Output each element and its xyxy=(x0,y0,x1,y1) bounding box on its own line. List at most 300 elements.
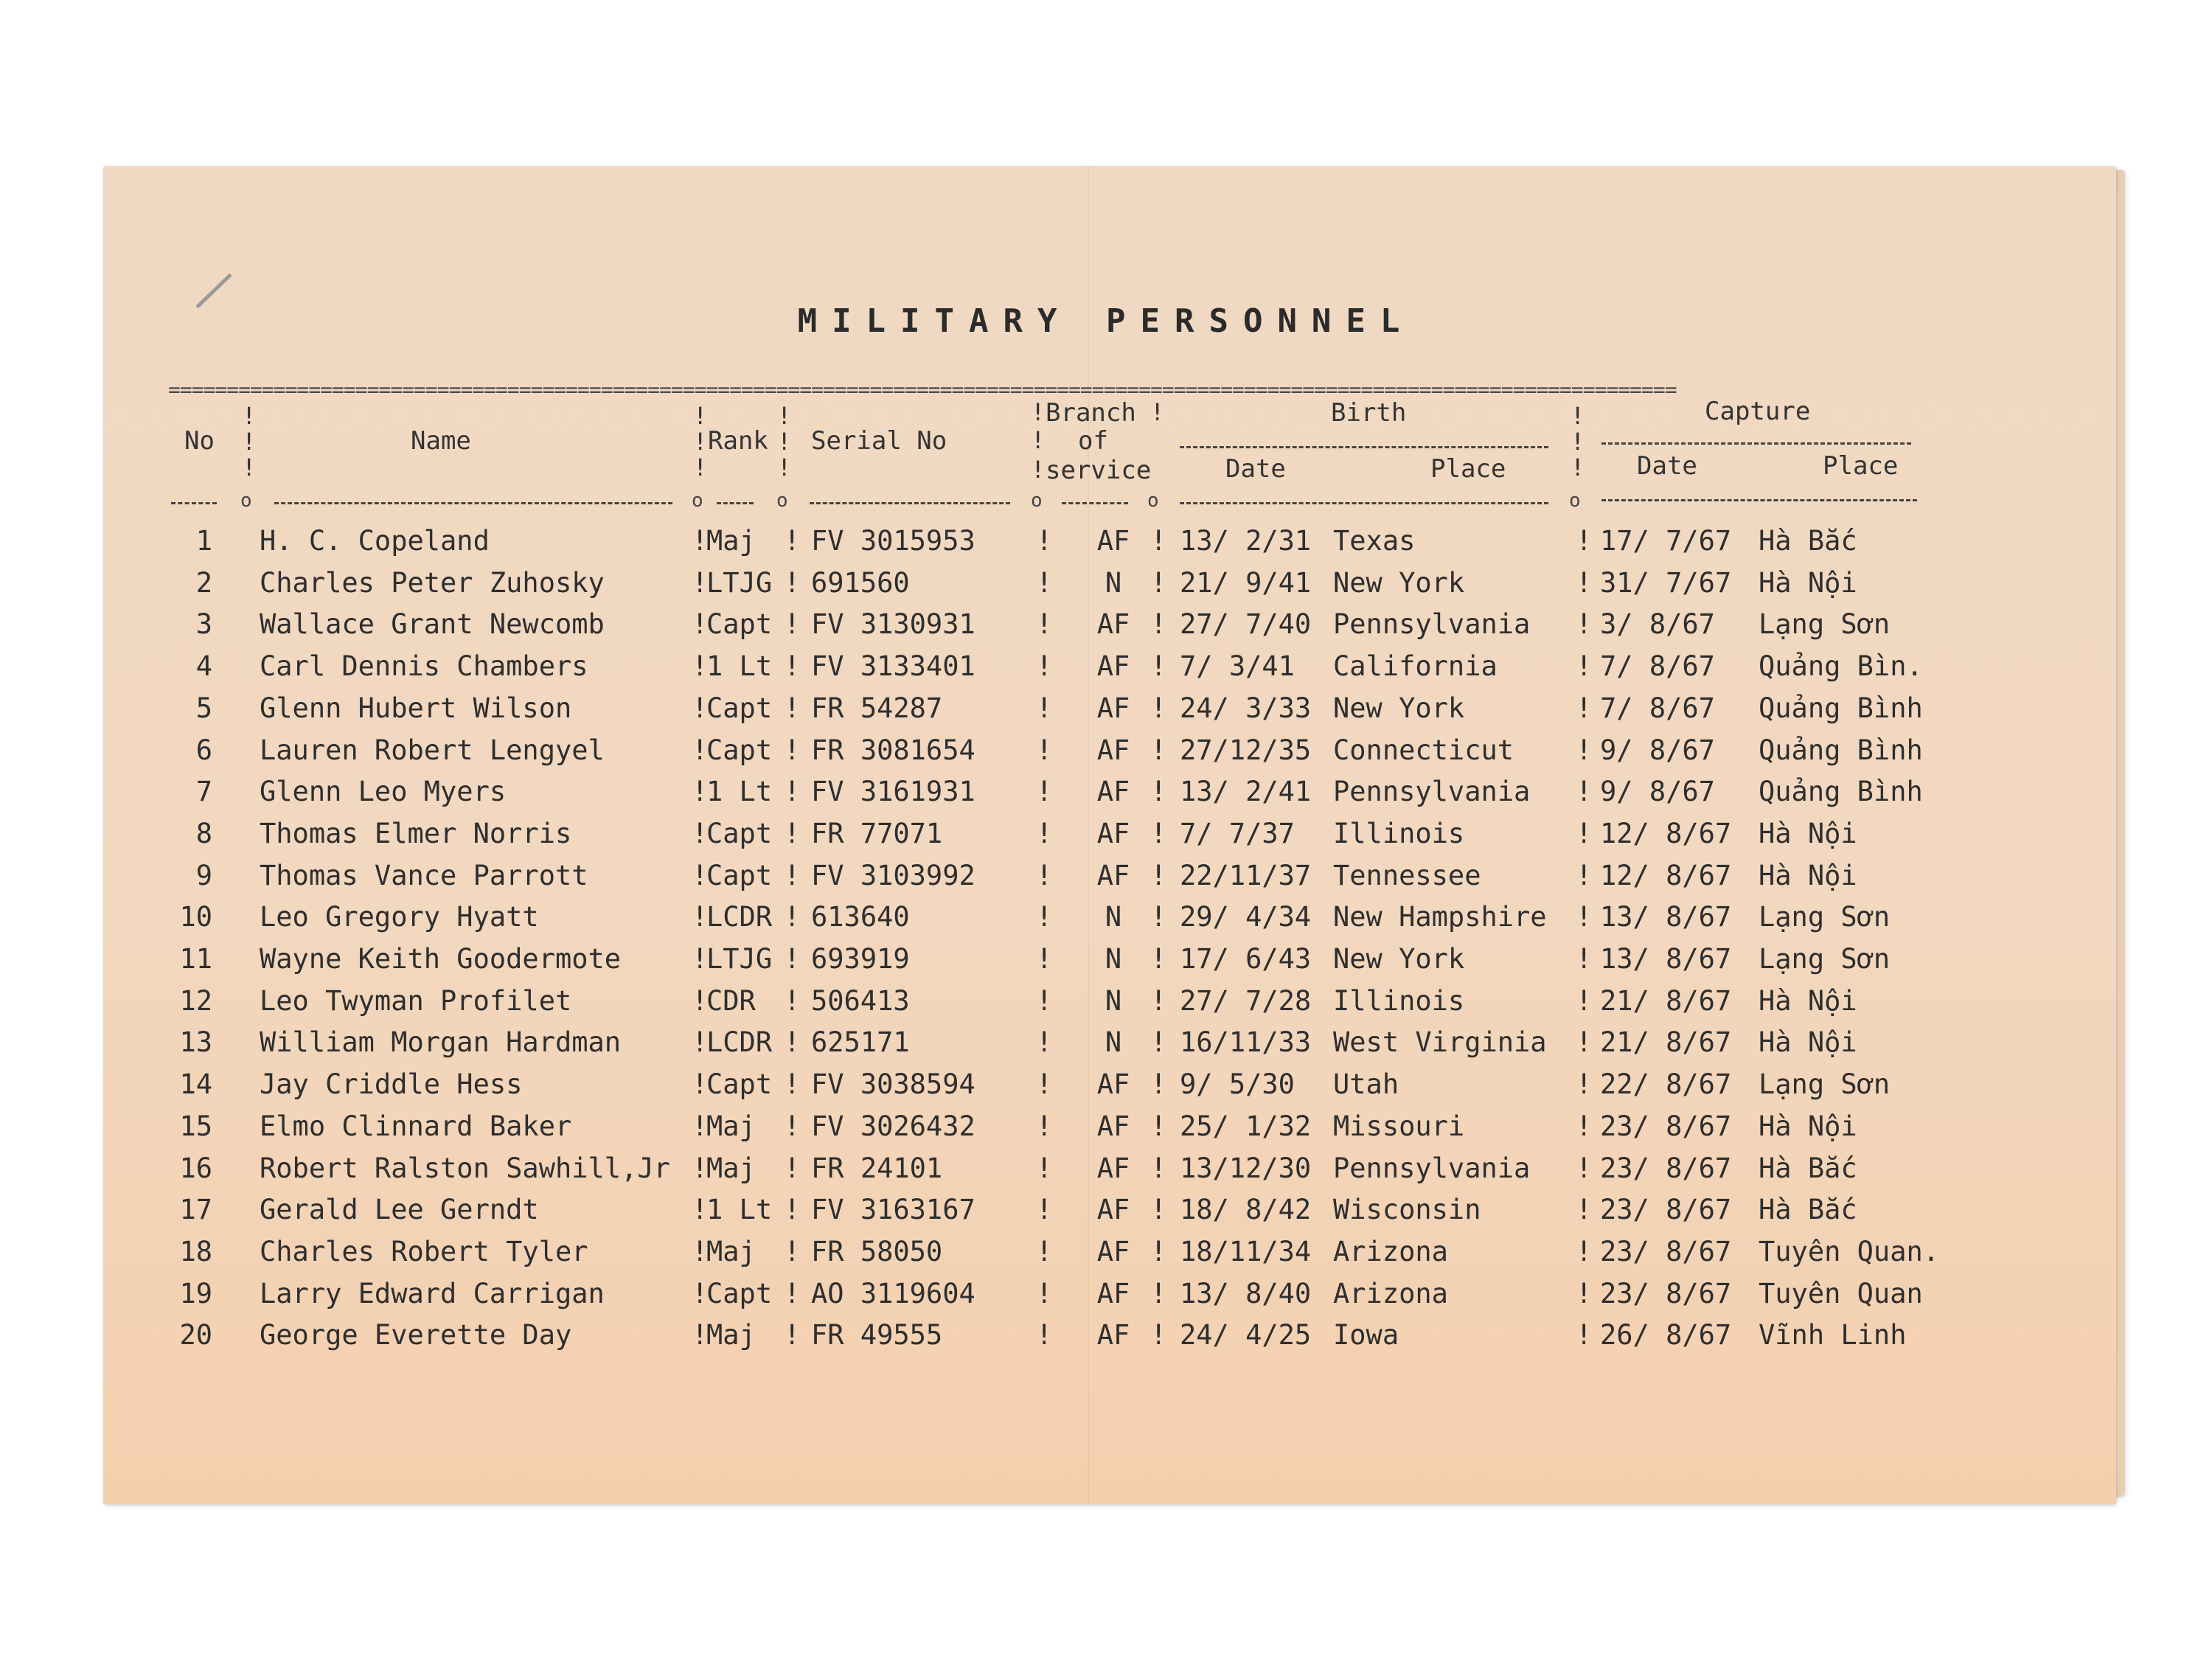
row-separator: ! xyxy=(1036,1277,1053,1310)
row-serial: FV 3133401 xyxy=(811,650,975,683)
header-birth-date: Date xyxy=(1225,454,1286,484)
row-capture-place: Hà Bắc xyxy=(1759,525,1857,557)
row-birth-date: 21/ 9/41 xyxy=(1180,566,1312,599)
row-capture-place: Lạng Sơn xyxy=(1759,1068,1891,1101)
row-separator: ! xyxy=(1036,566,1053,599)
row-separator: ! xyxy=(1150,1110,1167,1142)
table-row xyxy=(0,567,2212,608)
row-serial: FR 3081654 xyxy=(811,734,975,766)
row-separator: ! xyxy=(1576,525,1593,557)
header-separator: ! xyxy=(693,453,708,481)
row-separator: ! xyxy=(1150,566,1167,599)
column-rule xyxy=(717,502,754,504)
row-birth-place: Illinois xyxy=(1333,984,1465,1017)
row-separator: ! xyxy=(1036,525,1053,557)
row-birth-date: 13/ 8/40 xyxy=(1180,1277,1312,1310)
row-separator: ! xyxy=(784,566,801,599)
row-name: Charles Peter Zuhosky xyxy=(260,566,605,599)
row-separator: ! xyxy=(784,1194,801,1226)
row-birth-date: 7/ 3/41 xyxy=(1180,650,1295,683)
row-serial: FR 24101 xyxy=(811,1152,943,1184)
header-branch-line3: service xyxy=(1046,456,1152,485)
row-separator: ! xyxy=(1150,650,1167,683)
table-row xyxy=(0,692,2212,734)
row-capture-date: 12/ 8/67 xyxy=(1600,817,1732,849)
row-number: 5 xyxy=(195,692,212,724)
row-birth-place: Wisconsin xyxy=(1333,1194,1481,1226)
row-separator: ! xyxy=(1036,817,1053,849)
row-separator: ! xyxy=(1150,1277,1167,1310)
row-number: 20 xyxy=(179,1319,212,1352)
row-capture-place: Hà Nội xyxy=(1759,984,1857,1017)
row-birth-place: West Virginia xyxy=(1333,1026,1547,1059)
table-row xyxy=(0,1278,2212,1319)
header-separator: ! xyxy=(242,453,257,481)
header-separator: ! xyxy=(1571,428,1585,456)
row-name: William Morgan Hardman xyxy=(260,1026,622,1059)
header-rank: Rank xyxy=(708,426,768,456)
row-separator: ! xyxy=(1036,776,1053,808)
row-name: Robert Ralston Sawhill,Jr xyxy=(260,1152,670,1184)
row-separator: ! xyxy=(692,1026,709,1059)
table-row xyxy=(0,901,2212,942)
row-name: Glenn Hubert Wilson xyxy=(260,692,572,724)
row-rank: Capt xyxy=(706,1068,773,1101)
row-number: 7 xyxy=(195,776,212,808)
row-branch: AF xyxy=(1096,608,1130,641)
row-birth-date: 24/ 4/25 xyxy=(1180,1319,1312,1352)
row-rank: LTJG xyxy=(706,566,773,599)
row-separator: ! xyxy=(1150,525,1167,557)
row-separator: ! xyxy=(1576,817,1593,849)
row-separator: ! xyxy=(1576,943,1593,975)
row-birth-date: 27/12/35 xyxy=(1180,734,1312,766)
row-rank: LCDR xyxy=(706,1026,773,1059)
row-separator: ! xyxy=(784,734,801,766)
header-separator: ! xyxy=(1150,398,1165,426)
row-separator: ! xyxy=(1036,1152,1053,1184)
row-capture-date: 21/ 8/67 xyxy=(1600,984,1732,1017)
row-birth-date: 13/12/30 xyxy=(1180,1152,1312,1184)
row-separator: ! xyxy=(784,1152,801,1184)
row-separator: ! xyxy=(1150,1068,1167,1101)
row-capture-place: Vĩnh Linh xyxy=(1759,1319,1907,1352)
row-capture-date: 22/ 8/67 xyxy=(1600,1068,1732,1101)
row-separator: ! xyxy=(784,1277,801,1310)
row-branch: N xyxy=(1105,901,1122,933)
row-capture-date: 23/ 8/67 xyxy=(1600,1110,1732,1142)
rule-joint: o xyxy=(1147,490,1159,512)
birth-header-rule xyxy=(1180,446,1548,448)
row-separator: ! xyxy=(1036,1068,1053,1101)
row-capture-date: 23/ 8/67 xyxy=(1600,1277,1732,1310)
header-separator: ! xyxy=(1571,453,1585,481)
header-separator: ! xyxy=(693,402,708,430)
row-separator: ! xyxy=(692,608,709,641)
row-separator: ! xyxy=(692,1152,709,1184)
row-separator: ! xyxy=(692,650,709,683)
row-branch: AF xyxy=(1096,1319,1130,1352)
row-capture-place: Hà Nội xyxy=(1759,817,1857,849)
table-row xyxy=(0,818,2212,859)
header-capture-date: Date xyxy=(1637,451,1697,481)
row-number: 3 xyxy=(195,608,212,641)
row-branch: AF xyxy=(1096,1152,1130,1184)
row-capture-place: Hà Nội xyxy=(1759,566,1857,599)
row-birth-date: 18/ 8/42 xyxy=(1180,1194,1312,1226)
row-rank: Capt xyxy=(706,608,773,641)
row-separator: ! xyxy=(784,1235,801,1267)
row-rank: CDR xyxy=(706,984,756,1017)
row-number: 8 xyxy=(195,817,212,849)
row-rank: Maj xyxy=(706,1235,756,1267)
row-birth-date: 29/ 4/34 xyxy=(1180,901,1312,933)
row-serial: AO 3119604 xyxy=(811,1277,975,1310)
row-capture-date: 26/ 8/67 xyxy=(1600,1319,1732,1352)
row-separator: ! xyxy=(692,734,709,766)
row-branch: N xyxy=(1105,943,1122,975)
row-rank: LCDR xyxy=(706,901,773,933)
row-rank: 1 Lt xyxy=(706,776,773,808)
header-birth-place: Place xyxy=(1430,454,1506,484)
row-separator: ! xyxy=(784,525,801,557)
row-separator: ! xyxy=(784,1110,801,1142)
row-branch: AF xyxy=(1096,692,1130,724)
row-separator: ! xyxy=(692,984,709,1017)
row-separator: ! xyxy=(1576,608,1593,641)
row-birth-place: Pennsylvania xyxy=(1333,608,1531,641)
row-capture-date: 21/ 8/67 xyxy=(1600,1026,1732,1059)
row-name: Thomas Elmer Norris xyxy=(260,817,572,849)
row-birth-place: Texas xyxy=(1333,525,1416,557)
rule-joint: o xyxy=(776,490,788,512)
row-separator: ! xyxy=(784,901,801,933)
row-capture-date: 7/ 8/67 xyxy=(1600,650,1715,683)
row-separator: ! xyxy=(1150,608,1167,641)
row-separator: ! xyxy=(1150,1194,1167,1226)
table-row xyxy=(0,1110,2212,1152)
row-branch: AF xyxy=(1096,1110,1130,1142)
row-separator: ! xyxy=(784,984,801,1017)
row-rank: Capt xyxy=(706,817,773,849)
row-serial: FV 3103992 xyxy=(811,859,975,891)
row-rank: 1 Lt xyxy=(706,1194,773,1226)
row-name: Wayne Keith Goodermote xyxy=(260,943,622,975)
row-separator: ! xyxy=(692,943,709,975)
table-row xyxy=(0,985,2212,1026)
table-row xyxy=(0,525,2212,566)
row-birth-place: Connecticut xyxy=(1333,734,1514,766)
row-serial: FR 77071 xyxy=(811,817,943,849)
table-row xyxy=(0,734,2212,776)
row-capture-date: 31/ 7/67 xyxy=(1600,566,1732,599)
header-branch-line1: Branch xyxy=(1046,398,1136,428)
row-separator: ! xyxy=(1036,1110,1053,1142)
row-separator: ! xyxy=(1576,734,1593,766)
row-serial: FV 3161931 xyxy=(811,776,975,808)
header-serial: Serial No xyxy=(811,426,947,456)
row-serial: 691560 xyxy=(811,566,910,599)
row-birth-date: 25/ 1/32 xyxy=(1180,1110,1312,1142)
header-capture: Capture xyxy=(1705,397,1811,426)
row-branch: AF xyxy=(1096,1068,1130,1101)
rule-joint: o xyxy=(240,490,252,512)
row-separator: ! xyxy=(1036,1319,1053,1352)
row-serial: FV 3015953 xyxy=(811,525,975,557)
row-capture-place: Quảng Bình xyxy=(1759,776,1923,808)
row-separator: ! xyxy=(1036,1026,1053,1059)
row-separator: ! xyxy=(1036,650,1053,683)
row-separator: ! xyxy=(1036,943,1053,975)
row-separator: ! xyxy=(692,1110,709,1142)
row-serial: 625171 xyxy=(811,1026,910,1059)
row-separator: ! xyxy=(1036,608,1053,641)
row-separator: ! xyxy=(1150,817,1167,849)
row-name: George Everette Day xyxy=(260,1319,572,1352)
row-name: Lauren Robert Lengyel xyxy=(260,734,605,766)
row-number: 15 xyxy=(179,1110,212,1142)
row-branch: AF xyxy=(1096,525,1130,557)
row-birth-place: Iowa xyxy=(1333,1319,1399,1352)
row-name: Leo Twyman Profilet xyxy=(260,984,572,1017)
row-branch: AF xyxy=(1096,776,1130,808)
row-separator: ! xyxy=(692,525,709,557)
row-birth-place: Arizona xyxy=(1333,1235,1448,1267)
row-separator: ! xyxy=(1576,1152,1593,1184)
row-birth-place: New York xyxy=(1333,692,1465,724)
row-separator: ! xyxy=(1576,650,1593,683)
row-name: Larry Edward Carrigan xyxy=(260,1277,605,1310)
row-separator: ! xyxy=(1150,1152,1167,1184)
row-separator: ! xyxy=(784,1068,801,1101)
column-rule xyxy=(1180,502,1548,504)
row-serial: FV 3163167 xyxy=(811,1194,975,1226)
row-branch: AF xyxy=(1096,1277,1130,1310)
row-birth-place: Illinois xyxy=(1333,817,1465,849)
row-name: Carl Dennis Chambers xyxy=(260,650,588,683)
header-separator: ! xyxy=(242,402,257,430)
row-number: 10 xyxy=(179,901,212,933)
row-separator: ! xyxy=(1576,984,1593,1017)
rule-joint: o xyxy=(1569,490,1581,512)
row-rank: Capt xyxy=(706,734,773,766)
header-separator: ! xyxy=(1031,398,1046,426)
header-branch-line2: of xyxy=(1078,426,1108,456)
row-separator: ! xyxy=(784,817,801,849)
row-birth-date: 7/ 7/37 xyxy=(1180,817,1295,849)
row-separator: ! xyxy=(1576,1068,1593,1101)
row-separator: ! xyxy=(1576,859,1593,891)
row-capture-place: Hà Bắc xyxy=(1759,1152,1857,1184)
column-rule xyxy=(171,502,217,504)
row-number: 1 xyxy=(195,525,212,557)
row-separator: ! xyxy=(1036,859,1053,891)
row-branch: AF xyxy=(1096,734,1130,766)
row-number: 17 xyxy=(179,1194,212,1226)
table-row xyxy=(0,1236,2212,1277)
row-name: Wallace Grant Newcomb xyxy=(260,608,605,641)
row-separator: ! xyxy=(1150,984,1167,1017)
row-number: 13 xyxy=(179,1026,212,1059)
row-serial: FV 3026432 xyxy=(811,1110,975,1142)
table-row xyxy=(0,1194,2212,1235)
row-separator: ! xyxy=(1036,984,1053,1017)
row-separator: ! xyxy=(1576,1235,1593,1267)
header-separator: ! xyxy=(1031,426,1046,454)
row-serial: FV 3130931 xyxy=(811,608,975,641)
row-separator: ! xyxy=(1150,1026,1167,1059)
table-row xyxy=(0,1026,2212,1068)
row-serial: 693919 xyxy=(811,943,910,975)
row-separator: ! xyxy=(784,650,801,683)
row-separator: ! xyxy=(692,901,709,933)
header-separator: ! xyxy=(777,402,792,430)
row-separator: ! xyxy=(1036,901,1053,933)
table-row xyxy=(0,776,2212,817)
row-birth-date: 9/ 5/30 xyxy=(1180,1068,1295,1101)
row-separator: ! xyxy=(692,859,709,891)
row-separator: ! xyxy=(1150,1235,1167,1267)
row-capture-place: Lạng Sơn xyxy=(1759,901,1891,933)
row-separator: ! xyxy=(1576,566,1593,599)
row-separator: ! xyxy=(1576,1026,1593,1059)
rule-joint: o xyxy=(1031,490,1043,512)
column-rule xyxy=(1062,502,1128,504)
row-name: Elmo Clinnard Baker xyxy=(260,1110,572,1142)
row-separator: ! xyxy=(692,817,709,849)
row-birth-date: 27/ 7/40 xyxy=(1180,608,1312,641)
row-number: 11 xyxy=(179,943,212,975)
row-capture-place: Quảng Bình xyxy=(1759,692,1923,724)
row-number: 18 xyxy=(179,1235,212,1267)
row-separator: ! xyxy=(784,776,801,808)
row-capture-place: Hà Nội xyxy=(1759,1110,1857,1142)
row-separator: ! xyxy=(784,1319,801,1352)
row-number: 19 xyxy=(179,1277,212,1310)
header-no: No xyxy=(184,426,215,456)
row-separator: ! xyxy=(1150,692,1167,724)
row-rank: Capt xyxy=(706,859,773,891)
header-capture-place: Place xyxy=(1823,451,1899,481)
row-birth-place: California xyxy=(1333,650,1498,683)
row-birth-place: Pennsylvania xyxy=(1333,776,1531,808)
row-separator: ! xyxy=(1036,692,1053,724)
row-capture-place: Quảng Bìn. xyxy=(1759,650,1923,683)
row-separator: ! xyxy=(1576,1277,1593,1310)
row-capture-date: 12/ 8/67 xyxy=(1600,859,1732,891)
row-birth-date: 18/11/34 xyxy=(1180,1235,1312,1267)
row-branch: N xyxy=(1105,984,1122,1017)
row-number: 6 xyxy=(195,734,212,766)
row-rank: LTJG xyxy=(706,943,773,975)
row-serial: FR 49555 xyxy=(811,1319,943,1352)
row-separator: ! xyxy=(1576,1319,1593,1352)
row-branch: AF xyxy=(1096,817,1130,849)
row-capture-place: Hà Nội xyxy=(1759,859,1857,891)
row-rank: Capt xyxy=(706,692,773,724)
row-separator: ! xyxy=(784,1026,801,1059)
row-separator: ! xyxy=(1150,943,1167,975)
row-capture-date: 7/ 8/67 xyxy=(1600,692,1715,724)
row-name: Jay Criddle Hess xyxy=(260,1068,523,1101)
header-double-rule: ================================================================================================================================= xyxy=(168,378,1677,402)
row-capture-place: Hà Nội xyxy=(1759,1026,1857,1059)
row-serial: 506413 xyxy=(811,984,910,1017)
row-capture-place: Tuyên Quan. xyxy=(1759,1235,1940,1267)
column-rule xyxy=(274,502,672,504)
row-capture-date: 13/ 8/67 xyxy=(1600,901,1732,933)
row-separator: ! xyxy=(692,1277,709,1310)
row-separator: ! xyxy=(692,776,709,808)
row-number: 16 xyxy=(179,1152,212,1184)
column-rule xyxy=(1601,499,1917,501)
row-separator: ! xyxy=(784,692,801,724)
row-name: Leo Gregory Hyatt xyxy=(260,901,539,933)
row-branch: AF xyxy=(1096,650,1130,683)
column-rule xyxy=(810,502,1010,504)
row-branch: N xyxy=(1105,1026,1122,1059)
row-capture-place: Lạng Sơn xyxy=(1759,943,1891,975)
rule-joint: o xyxy=(692,490,703,512)
row-capture-date: 23/ 8/67 xyxy=(1600,1152,1732,1184)
row-separator: ! xyxy=(1576,776,1593,808)
row-branch: N xyxy=(1105,566,1122,599)
row-branch: AF xyxy=(1096,1194,1130,1226)
row-separator: ! xyxy=(1576,692,1593,724)
row-number: 9 xyxy=(195,859,212,891)
row-name: Glenn Leo Myers xyxy=(260,776,507,808)
row-capture-date: 9/ 8/67 xyxy=(1600,734,1715,766)
row-capture-place: Quảng Bình xyxy=(1759,734,1923,766)
page-title: MILITARY PERSONNEL xyxy=(797,302,1415,340)
row-serial: FR 54287 xyxy=(811,692,943,724)
row-name: Thomas Vance Parrott xyxy=(260,859,588,891)
row-birth-date: 16/11/33 xyxy=(1180,1026,1312,1059)
row-rank: 1 Lt xyxy=(706,650,773,683)
row-birth-date: 22/11/37 xyxy=(1180,859,1312,891)
row-birth-place: Utah xyxy=(1333,1068,1399,1101)
row-birth-place: Missouri xyxy=(1333,1110,1465,1142)
row-serial: FR 58050 xyxy=(811,1235,943,1267)
table-row xyxy=(0,650,2212,692)
row-rank: Capt xyxy=(706,1277,773,1310)
row-name: Charles Robert Tyler xyxy=(260,1235,588,1267)
row-birth-place: New Hampshire xyxy=(1333,901,1547,933)
header-name: Name xyxy=(411,426,471,456)
row-birth-place: Arizona xyxy=(1333,1277,1448,1310)
row-separator: ! xyxy=(1576,1110,1593,1142)
header-separator: ! xyxy=(777,428,792,456)
row-separator: ! xyxy=(692,1194,709,1226)
row-capture-date: 23/ 8/67 xyxy=(1600,1194,1732,1226)
row-number: 12 xyxy=(179,984,212,1017)
row-separator: ! xyxy=(1150,901,1167,933)
row-separator: ! xyxy=(692,566,709,599)
header-separator: ! xyxy=(693,428,708,456)
row-serial: FV 3038594 xyxy=(811,1068,975,1101)
row-birth-date: 13/ 2/41 xyxy=(1180,776,1312,808)
row-birth-date: 13/ 2/31 xyxy=(1180,525,1312,557)
row-rank: Maj xyxy=(706,525,756,557)
row-separator: ! xyxy=(692,1235,709,1267)
row-capture-place: Lạng Sơn xyxy=(1759,608,1891,641)
table-row xyxy=(0,943,2212,984)
row-separator: ! xyxy=(1576,1194,1593,1226)
row-birth-place: Pennsylvania xyxy=(1333,1152,1531,1184)
header-birth: Birth xyxy=(1331,398,1407,428)
row-capture-place: Hà Bắc xyxy=(1759,1194,1857,1226)
header-separator: ! xyxy=(777,453,792,481)
